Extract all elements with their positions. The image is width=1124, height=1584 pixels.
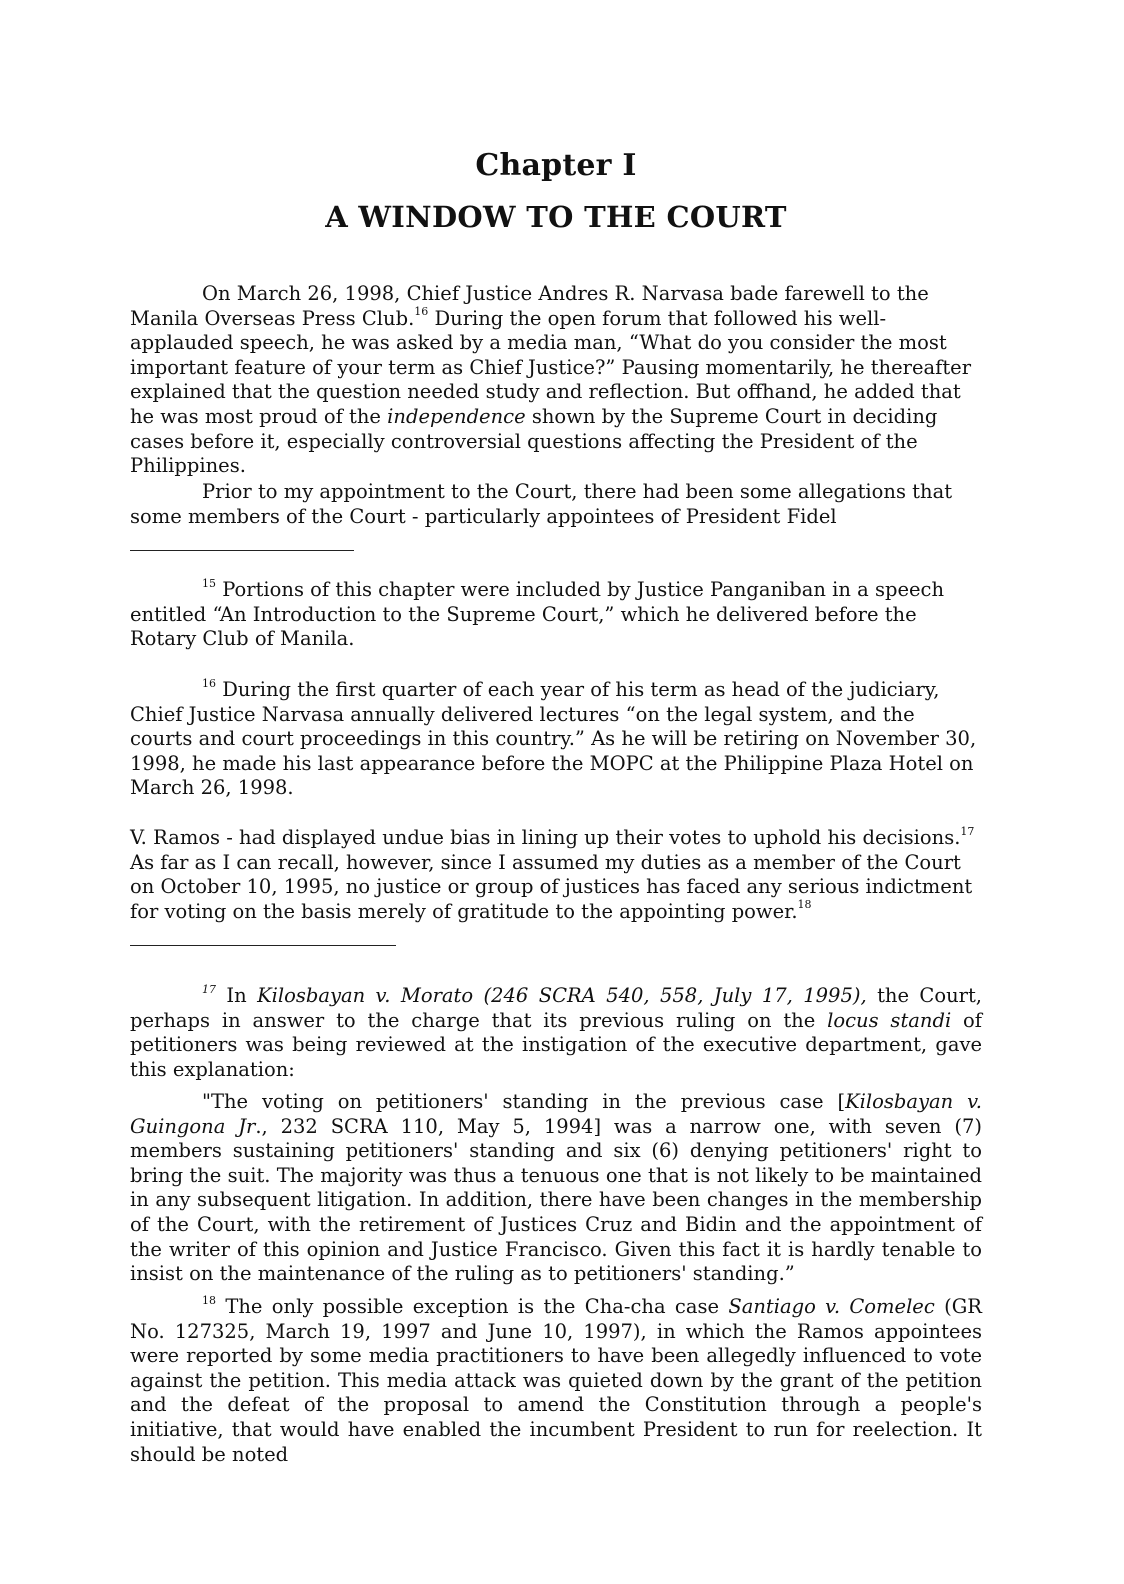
- p3-text-b: As far as I can recall, however, since I assumed my duties as a member of the Court on October 10, 1995, no justice or group of justices has faced any serious indictment for voting on the basis merely of gratitude to the appointing power.: [130, 850, 973, 923]
- p1-text-a: On March 26, 1998, Chief Justice Andres R. Narvasa bade farewell to the Manila Overseas Press Club.: [130, 282, 929, 330]
- p1-text-c: shown by the Supreme Court in deciding cases before it, especially controversial questions affecting the President of the Philippines.: [130, 404, 938, 478]
- footnote-17-text-b: the Court, perhaps in answer to the charge that its previous ruling on the: [130, 984, 982, 1032]
- footnote-ref-16: 16: [414, 305, 429, 319]
- footnote-ref-17: 17: [960, 824, 975, 838]
- footnote-16-text: During the first quarter of each year of his term as head of the judiciary, Chief Justice Narvasa annually delivered lectures “on the legal system, and the courts and court proceedings in this country.” As he will be retiring on November 30, 1998, he made his last appearance before the MOPC at the Philippine Plaza Hotel on March 26, 1998.: [130, 678, 977, 800]
- block-quote: [130, 1090, 982, 1287]
- quote-text-a: "The voting on petitioners' standing in the previous case [: [202, 1090, 846, 1113]
- footnote-17-emphasis: locus standi: [827, 1008, 952, 1032]
- p1-text-b: During the open forum that followed his well-applauded speech, he was asked by a media man, “What do you consider the most important feature of your term as Chief Justice?” Pausing momentarily, he thereafter explained that the question needed study and reflection. But offhand, he added that he was most proud of the: [130, 306, 972, 428]
- footnote-18-case: Santiago v. Comelec: [728, 1295, 935, 1318]
- footnote-18-text-b: (GR No. 127325, March 19, 1997 and June 10, 1997), in which the Ramos appointees were reported by some media practitioners to have been allegedly influenced to vote against the petition. This media attack was quieted down by the grant of the petition and the defeat of the proposal to amend the Constitution through a people's initiative, that would have enabled the incumbent President to run for reelection. It should be noted: [130, 1295, 982, 1466]
- paragraph-1: [130, 282, 982, 479]
- chapter-title: A WINDOW TO THE COURT: [325, 200, 787, 234]
- footnote-17-case: Kilosbayan v. Morato (246 SCRA 540, 558, July 17, 1995),: [257, 984, 867, 1007]
- footnote-18-number: 18: [202, 1293, 216, 1307]
- footnote-separator: [130, 550, 354, 551]
- footnote-15-text: Portions of this chapter were included by Justice Panganiban in a speech entitled “An Introduction to the Supreme Court,” which he delivered before the Rotary Club of Manila.: [130, 578, 945, 651]
- paragraph-3: [130, 826, 982, 924]
- p2-text: Prior to my appointment to the Court, there had been some allegations that some members of the Court - particularly appointees of President Fidel: [130, 480, 953, 528]
- footnote-16-number: 16: [202, 676, 216, 690]
- chapter-heading: Chapter I: [475, 148, 637, 183]
- footnote-16: [130, 678, 982, 801]
- paragraph-2: [130, 480, 982, 529]
- footnote-separator-2: [130, 945, 396, 946]
- footnote-18-text-a: The only possible exception is the Cha-cha case: [216, 1295, 729, 1318]
- footnote-15: [130, 578, 982, 652]
- footnote-ref-18: 18: [797, 898, 812, 912]
- footnote-17-text-a: In: [216, 984, 258, 1007]
- footnote-17: [130, 984, 982, 1082]
- footnote-15-number: 15: [202, 576, 216, 590]
- p3-text-a: V. Ramos - had displayed undue bias in lining up their votes to uphold his decisions.: [130, 826, 961, 849]
- footnote-17-text-c: of petitioners was being reviewed at the instigation of the executive department, gave this explanation:: [130, 1008, 982, 1081]
- p1-emphasis: independence: [387, 404, 526, 428]
- footnote-18: [130, 1295, 982, 1467]
- footnote-17-number: 17: [202, 982, 216, 996]
- quote-text-b: ., 232 SCRA 110, May 5, 1994] was a narrow one, with seven (7) members sustaining petitioners' standing and six (6) denying petitioners' right to bring the suit. The majority was thus a tenuous one that is not likely to be maintained in any subsequent litigation. In addition, there have been changes in the membership of the Court, with the retirement of Justices Cruz and Bidin and the appointment of the writer of this opinion and Justice Francisco. Given this fact it is hardly tenable to insist on the maintenance of the ruling as to petitioners' standing.”: [130, 1114, 982, 1286]
- quote-case: Kilosbayan v. Guingona Jr: [130, 1090, 983, 1138]
